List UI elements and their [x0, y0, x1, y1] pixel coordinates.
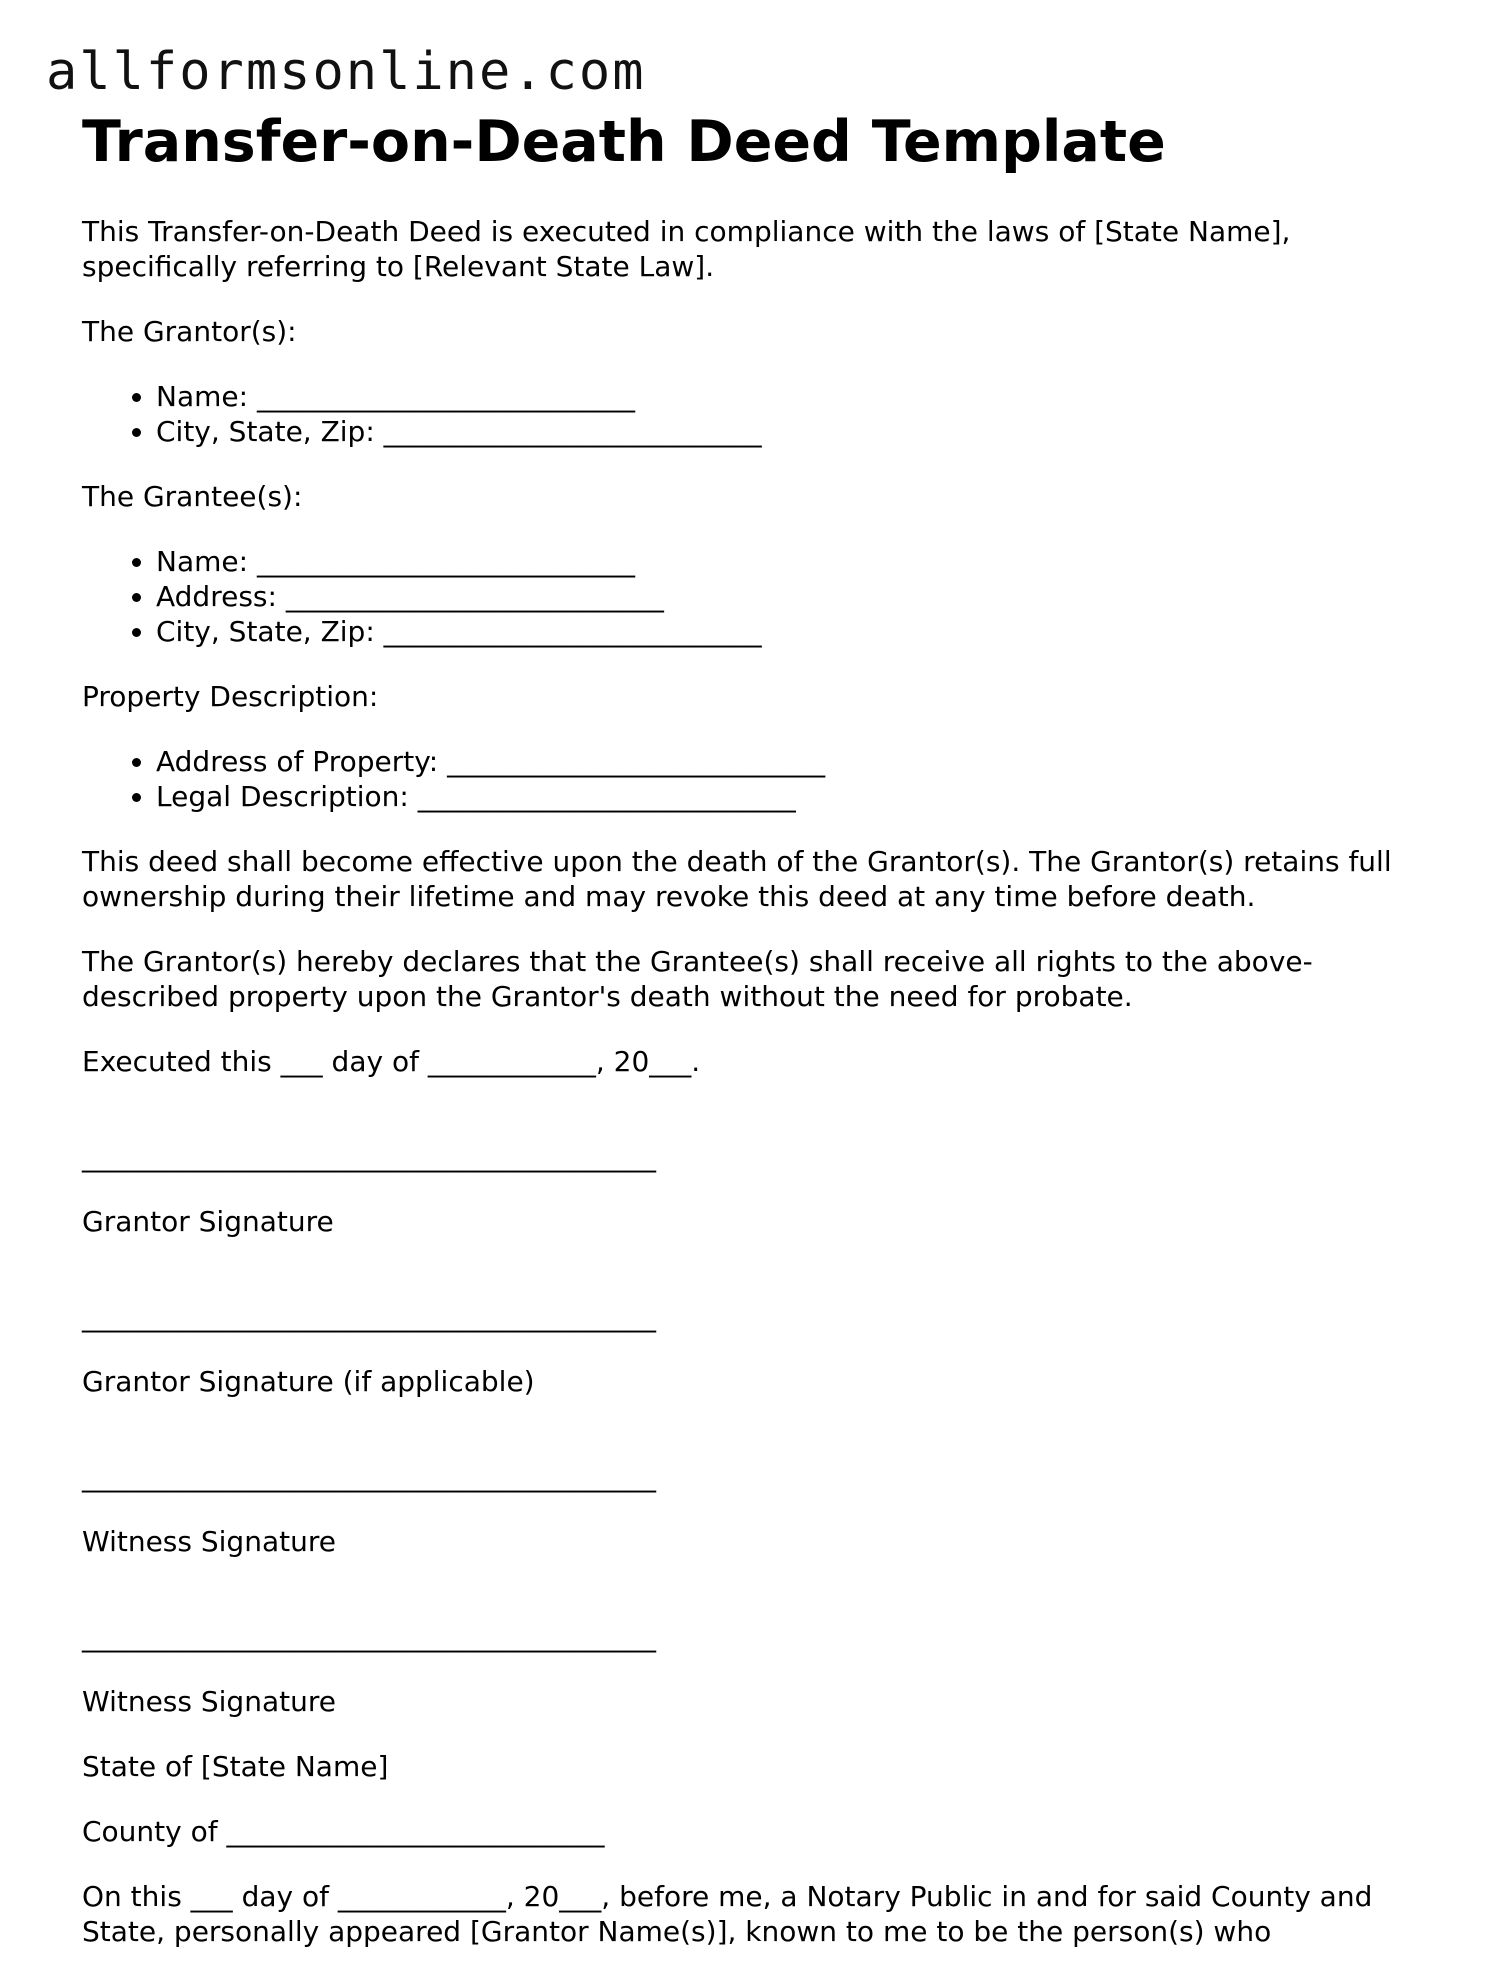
- property-list: [82, 744, 1442, 814]
- effective-clause: This deed shall become effective upon the death of the Grantor(s). The Grantor(s) retains full ownership during their lifetime and may revoke this deed at any time before death.: [82, 845, 1392, 913]
- signature-label: Witness Signature: [82, 1685, 336, 1718]
- page-title: Transfer-on-Death Deed Template: [82, 109, 1166, 175]
- signature-line: _________________________________________: [82, 1300, 656, 1333]
- grantor-heading: The Grantor(s):: [82, 315, 297, 348]
- signature-line: _________________________________________: [82, 1620, 656, 1653]
- state-line: State of [State Name]: [82, 1750, 389, 1783]
- signature-label: Witness Signature: [82, 1525, 336, 1558]
- property-address-field: • Address of Property: ___________________________: [156, 744, 1442, 779]
- legal-description-field: • Legal Description: ___________________________: [156, 779, 1442, 814]
- grantee-list: [82, 544, 1442, 649]
- grantee-name-field: • Name: ___________________________: [156, 544, 1442, 579]
- signature-line: _________________________________________: [82, 1460, 656, 1493]
- grantee-heading: The Grantee(s):: [82, 480, 303, 513]
- grantee-address-field: • Address: ___________________________: [156, 579, 1442, 614]
- declaration-clause: The Grantor(s) hereby declares that the Grantee(s) shall receive all rights to the above-described property upon the Grantor's death without the need for probate.: [82, 945, 1313, 1013]
- signature-label: Grantor Signature: [82, 1205, 334, 1238]
- intro-paragraph: This Transfer-on-Death Deed is executed in compliance with the laws of [State Name], specifically referring to [Relevant State Law].: [82, 215, 1291, 283]
- property-heading: Property Description:: [82, 680, 379, 713]
- notary-paragraph: On this ___ day of ____________, 20___, before me, a Notary Public in and for said County and State, personally appeared [Grantor Name(s)], known to me to be the person(s) who: [82, 1880, 1373, 1948]
- county-line: County of ___________________________: [82, 1815, 605, 1848]
- grantor-list: [82, 379, 1442, 449]
- signature-line: _________________________________________: [82, 1140, 656, 1173]
- watermark-logo: allformsonline.com: [46, 42, 646, 102]
- document-body: [82, 106, 1442, 1979]
- signature-label: Grantor Signature (if applicable): [82, 1365, 535, 1398]
- grantor-name-field: • Name: ___________________________: [156, 379, 1442, 414]
- grantee-city-state-zip-field: • City, State, Zip: ___________________________: [156, 614, 1442, 649]
- executed-line: Executed this ___ day of ____________, 20___.: [82, 1045, 701, 1078]
- grantor-city-state-zip-field: • City, State, Zip: ___________________________: [156, 414, 1442, 449]
